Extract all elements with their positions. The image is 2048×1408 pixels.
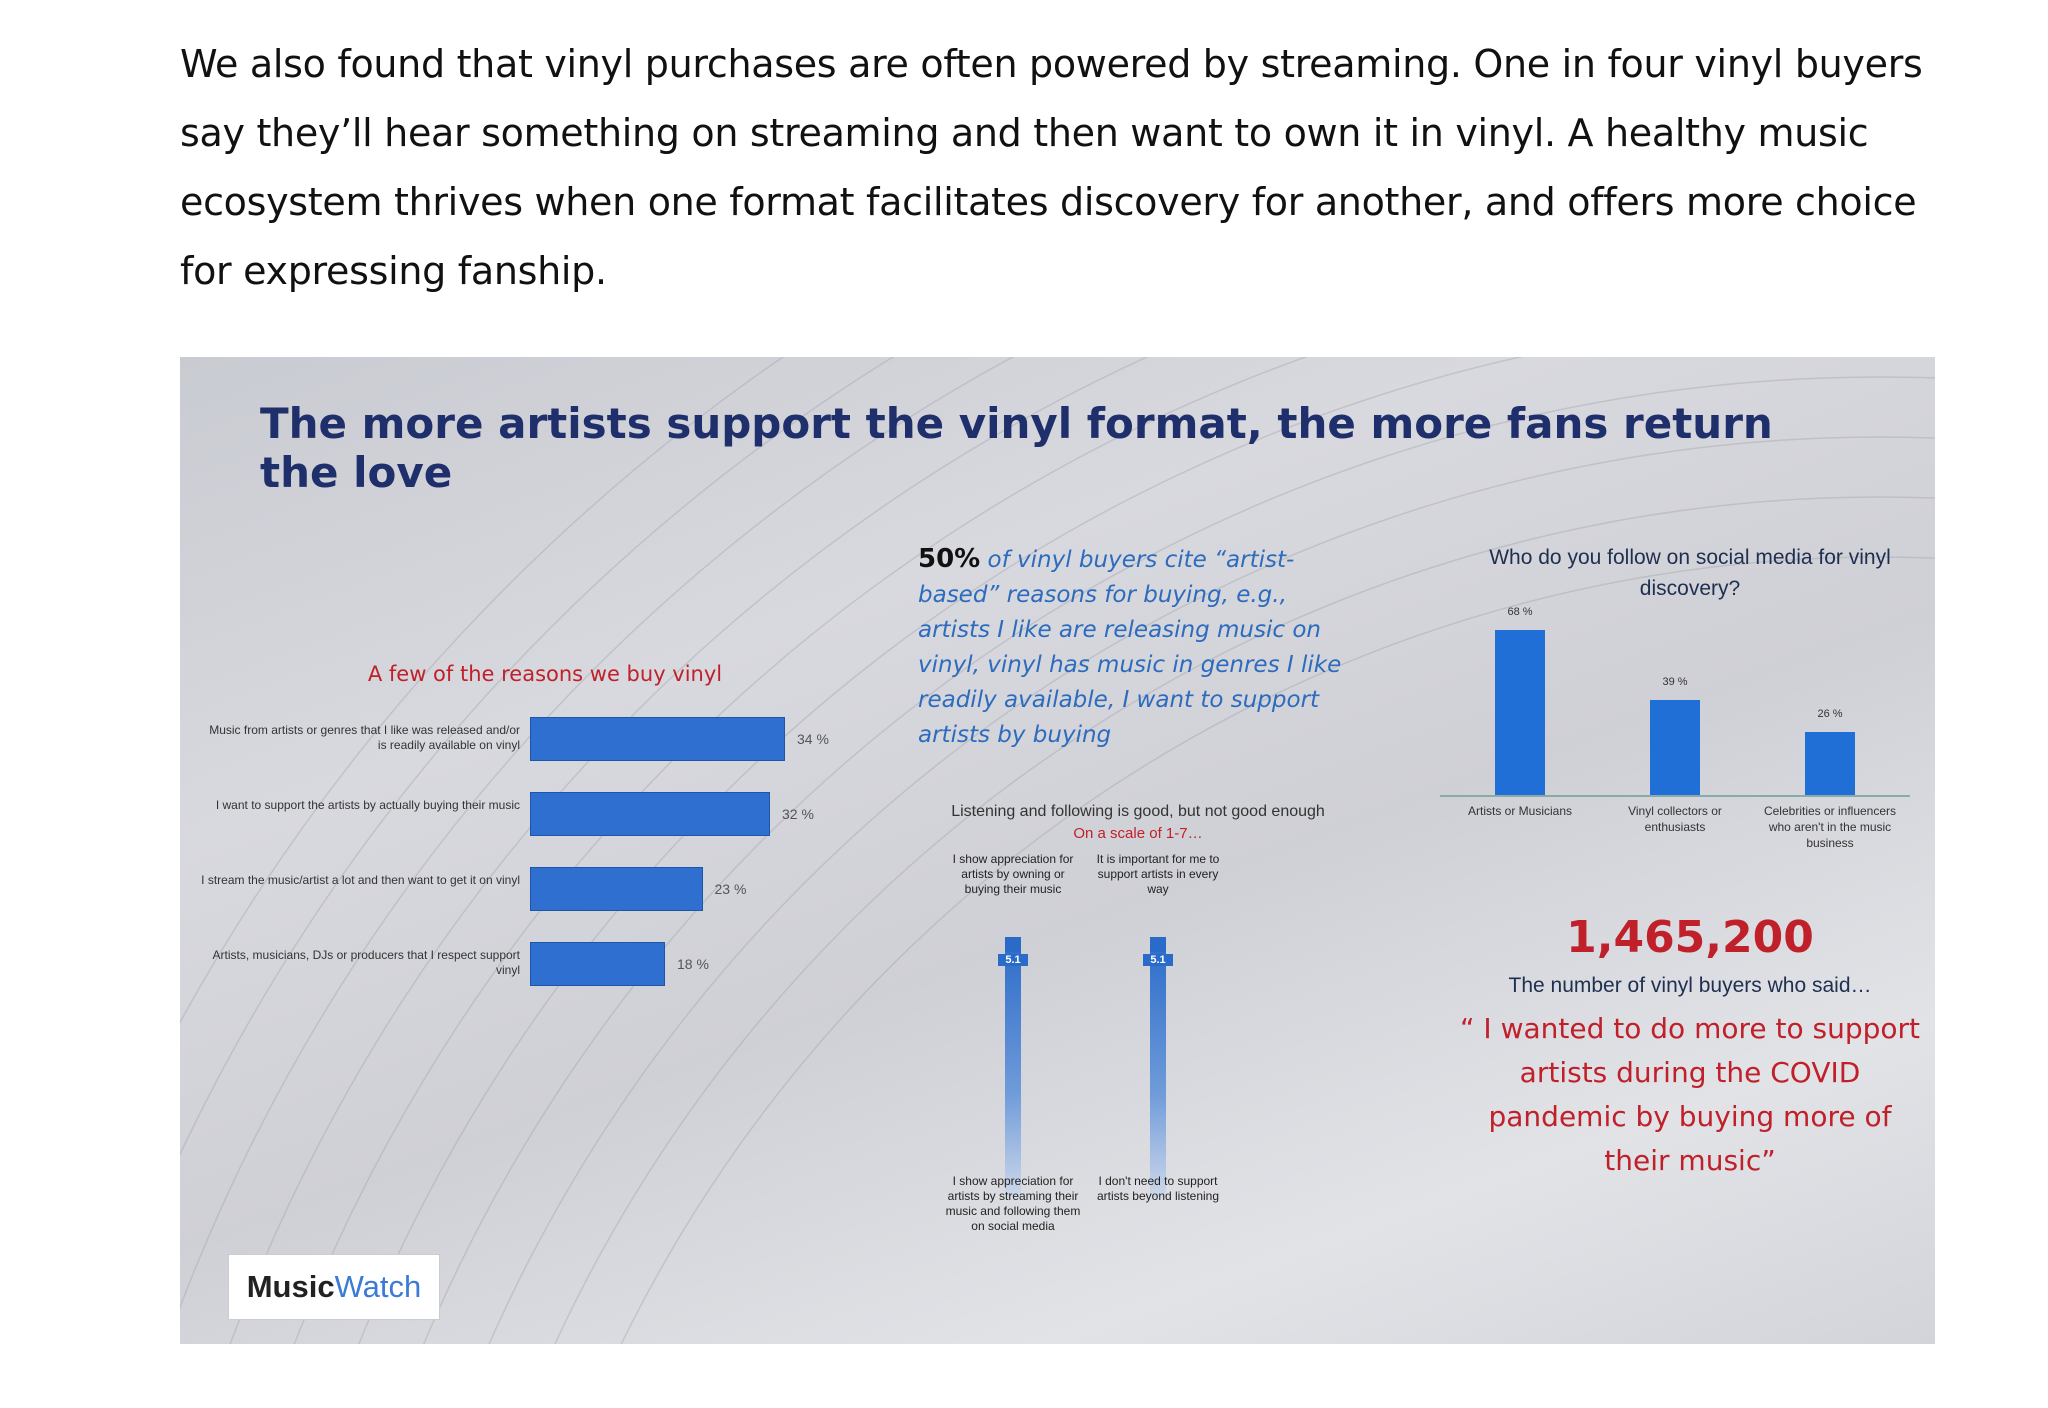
reason-value: 34 % (797, 731, 829, 747)
infographic-slide (180, 357, 1935, 1344)
scale-top-label: It is important for me to support artists in every way (1096, 852, 1220, 896)
artist-based-stat (918, 542, 1358, 753)
scale-bottom-label: I don't need to support artists beyond listening (1096, 1174, 1220, 1203)
follow-value: 68 % (1507, 606, 1533, 618)
intro-paragraph (180, 30, 1940, 306)
reason-bar (530, 942, 665, 986)
reason-label: Artists, musicians, DJs or producers that I respect support vinyl (212, 948, 520, 977)
musicwatch-logo (228, 1254, 440, 1320)
scale-marker (1150, 938, 1166, 952)
reason-bar (530, 792, 770, 836)
reason-bar (530, 717, 785, 761)
reasons-bar-chart (200, 717, 860, 1037)
follow-bar (1495, 630, 1545, 795)
follow-label: Vinyl collectors or enthusiasts (1628, 804, 1722, 834)
slide-title: The more artists support the vinyl format, the more fans return the love (260, 399, 1773, 497)
scale-marker (1005, 938, 1021, 952)
buyers-count: 1,465,200 (1566, 912, 1814, 963)
scale-subtitle: On a scale of 1-7… (1073, 825, 1203, 842)
stat-percent: 50% (918, 544, 981, 574)
buyers-caption: The number of vinyl buyers who said… (1508, 974, 1872, 997)
reasons-chart-title: A few of the reasons we buy vinyl (367, 662, 723, 686)
logo-word-watch: Watch (334, 1269, 422, 1304)
intro-text: We also found that vinyl purchases are often powered by streaming. One in four vinyl buyers say they’ll hear something on streaming and then want to own it in vinyl. A healthy music ecosystem thrives when one format facilitates discovery for another, and offers more choice for expressing fanship. (180, 42, 1923, 293)
follow-value: 39 % (1662, 676, 1688, 689)
logo-word-music: Music (246, 1269, 335, 1304)
reason-label: Music from artists or genres that I like was released and/or is readily available on vinyl (209, 723, 520, 752)
reason-label: I want to support the artists by actually buying their music (215, 798, 520, 812)
scale-value: 5.1 (998, 954, 1028, 966)
reason-value: 23 % (714, 881, 747, 897)
follow-bar (1805, 732, 1855, 795)
buyers-quote: “ I wanted to do more to support artists during the COVID pandemic by buying more of their music” (1460, 1012, 1921, 1177)
follow-chart-title: Who do you follow on social media for vinyl discovery? (1489, 546, 1891, 600)
stat-text: of vinyl buyers cite “artist-based” reasons for buying, e.g., artists I like are releasing music on vinyl, vinyl has music in genres I like readily available, I want to support artists by buying (918, 547, 1342, 748)
follow-bar (1650, 700, 1700, 795)
reason-value: 32 % (782, 806, 814, 822)
reason-bar (530, 867, 703, 911)
follow-label: Artists or Musicians (1467, 804, 1573, 818)
reason-value: 18 % (677, 956, 709, 972)
reason-label: I stream the music/artist a lot and then want to get it on vinyl (201, 873, 520, 887)
listen-chart-title: Listening and following is good, but not good enough (951, 803, 1325, 820)
scale-top-label: I show appreciation for artists by owning or buying their music (952, 852, 1074, 896)
follow-value: 26 % (1817, 707, 1843, 720)
scale-track (1005, 937, 1021, 1197)
scale-value: 5.1 (1143, 954, 1173, 966)
follow-label: Celebrities or influencers who aren't in the music business (1763, 804, 1897, 850)
follow-chart-axis (1440, 795, 1910, 797)
scale-bottom-label: I show appreciation for artists by streaming their music and following them on social media (945, 1174, 1081, 1233)
scale-track (1150, 937, 1166, 1197)
